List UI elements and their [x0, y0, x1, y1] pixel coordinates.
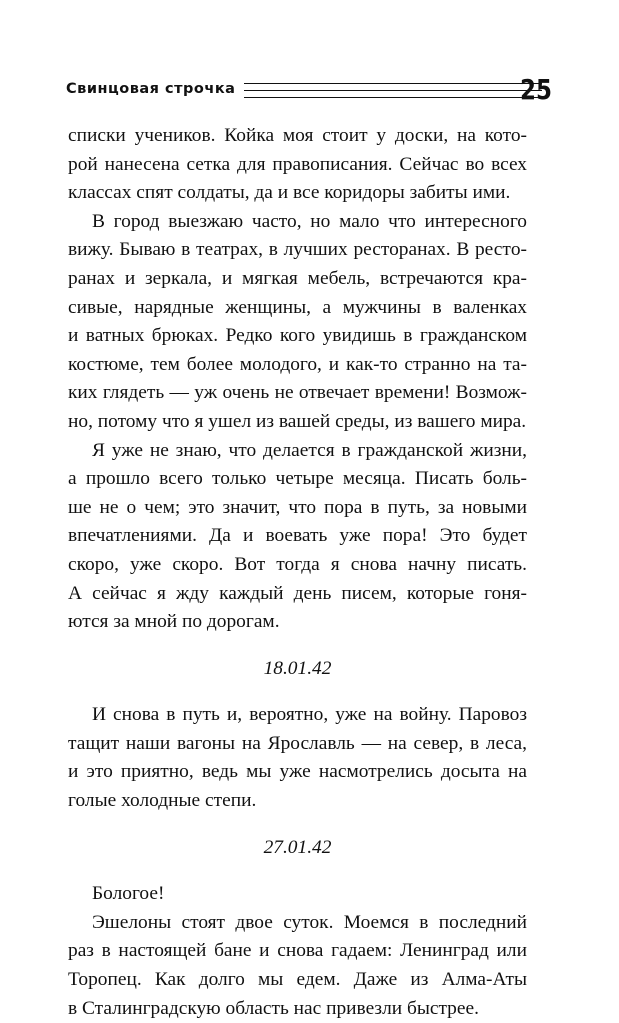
paragraph [68, 880, 527, 909]
running-title: Свинцовая строчка [66, 81, 236, 97]
paragraph [68, 208, 527, 437]
text-line: раз в настоящей бане и снова гадаем: Ленинград или [68, 940, 527, 962]
text-line: Бологое! [92, 883, 165, 905]
text-line: ются за мной по дорогам. [68, 611, 280, 633]
running-header [66, 72, 552, 108]
text-line: классах спят солдаты, да и все коридоры забиты ими. [68, 182, 511, 204]
text-line: ких глядеть — уж очень не отвечает времени! Возмож- [68, 382, 527, 404]
header-rule [244, 97, 542, 98]
paragraph [68, 122, 527, 208]
text-line: и ватных брюках. Редко кого увидишь в гражданском [68, 325, 527, 347]
header-rule [244, 83, 542, 84]
text-line: Торопец. Как долго мы едем. Даже из Алма-Аты [68, 969, 527, 991]
paragraph [68, 437, 527, 637]
paragraph [68, 909, 527, 1023]
page-number: 25 [520, 73, 552, 106]
text-line: костюме, тем более молодого, и как-то странно на та- [68, 353, 527, 375]
diary-date: 18.01.42 [263, 657, 332, 679]
text-line: рой нанесена сетка для правописания. Сейчас во всех [68, 153, 527, 175]
text-line: ранах и зеркала, и мягкая мебель, встречаются кра- [68, 267, 527, 289]
text-line: ше не о чем; это значит, что пора в путь, за новыми [68, 496, 527, 518]
text-line: вижу. Бываю в театрах, в лучших ресторанах. В рестo- [68, 239, 527, 261]
body-text [68, 122, 527, 1023]
text-line: тащит наши вагоны на Ярославль — на север, в леса, [68, 732, 527, 754]
diary-date: 27.01.42 [263, 836, 332, 858]
text-line: А сейчас я жду каждый день писем, которые гоня- [68, 582, 527, 604]
text-line: впечатлениями. Да и воевать уже пора! Это будет [68, 525, 527, 547]
paragraph [68, 701, 527, 815]
text-line: В город выезжаю часто, но мало что интересного [92, 210, 527, 232]
text-line: Я уже не знаю, что делается в гражданской жизни, [92, 439, 527, 461]
text-line: И снова в путь и, вероятно, уже на войну. Паровоз [92, 704, 527, 726]
text-line: но, потому что я ушел из вашей среды, из вашего мира. [68, 410, 527, 432]
text-line: и это приятно, ведь мы уже насмотрелись досыта на [68, 761, 527, 783]
text-line: Эшелоны стоят двое суток. Моемся в последний [92, 911, 527, 933]
text-line: сивые, нарядные женщины, а мужчины в валенках [68, 296, 527, 318]
text-line: а прошло всего только четыре месяца. Писать боль- [68, 468, 527, 490]
header-rule [244, 90, 542, 91]
text-line: списки учеников. Койка моя стоит у доски, на кото- [68, 125, 527, 146]
text-line: голые холодные степи. [68, 790, 257, 812]
text-line: в Сталинградскую область нас привезли быстрее. [68, 997, 479, 1019]
text-line: скоро, уже скоро. Вот тогда я снова начну писать. [68, 553, 527, 575]
